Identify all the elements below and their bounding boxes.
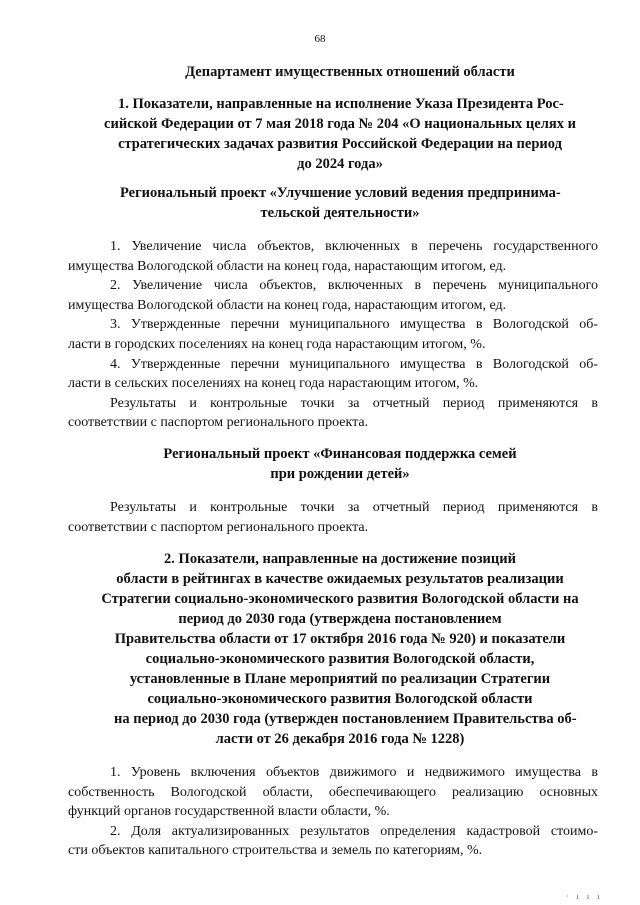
body-line: 4. Утвержденные перечни муниципального имущества в Вологодской об- [110,357,598,372]
body-line: 2. Увеличение числа объектов, включенных в перечень муниципального [110,278,598,293]
body-line: Результаты и контрольные точки за отчетный период применяются в [110,500,598,515]
body-line: ласти в сельских поселениях на конец года нарастающим итогом, %. [68,376,479,391]
body-line: функций органов государственной власти области, %. [68,804,390,819]
section2-heading-line: социально-экономического развития Вологодской области, [145,651,535,667]
department-title: Департамент имущественных отношений области [185,64,515,80]
project2-title-line: при рождении детей» [270,466,410,482]
body-line: соответствии с паспортом регионального проекта. [68,520,369,535]
section1-heading-line: стратегических задачах развития Российской Федерации на период [118,136,562,152]
section2-heading-line: период до 2030 года (утверждена постановлением [178,611,502,627]
section2-heading-line: на период до 2030 года (утвержден постановлением Правительства об- [114,711,577,727]
section1-heading-line: сийской Федерации от 7 мая 2018 года № 204 «О национальных целях и [104,116,576,132]
section1-heading-line: до 2024 года» [297,156,383,172]
body-line: Результаты и контрольные точки за отчетный период применяются в [110,396,598,411]
footer-mark: · ı ı ı [566,892,603,901]
section2-heading-line: ласти от 26 декабря 2016 года № 1228) [215,731,465,747]
body-line: ласти в городских поселениях на конец года нарастающим итогом, %. [68,337,486,352]
project1-title-line: тельской деятельности» [260,205,420,221]
body-line: собственность Вологодской области, обеспечивающего реализацию основных [68,785,598,800]
project1-title-line: Региональный проект «Улучшение условий ведения предпринима- [120,185,561,201]
section1-heading-line: 1. Показатели, направленные на исполнение Указа Президента Рос- [118,96,564,112]
body-line: 2. Доля актуализированных результатов определения кадастровой стоимо- [110,824,598,839]
body-line: 3. Утвержденные перечни муниципального имущества в Вологодской об- [110,317,598,332]
body-line: имущества Вологодской области на конец года, нарастающим итогом, ед. [68,298,507,313]
body-line: соответствии с паспортом регионального проекта. [68,415,369,430]
section2-heading-line: 2. Показатели, направленные на достижение позиций [164,551,516,567]
section2-heading-line: установленные в Плане мероприятий по реализации Стратегии [129,671,551,687]
body-line: 1. Уровень включения объектов движимого и недвижимого имущества в [110,765,598,780]
project2-title-line: Региональный проект «Финансовая поддержка семей [163,446,517,462]
body-line: сти объектов капитального строительства и земель по категориям, %. [68,843,483,858]
body-line: имущества Вологодской области на конец года, нарастающим итогом, ед. [68,259,507,274]
section2-heading-line: Правительства области от 17 октября 2016 года № 920) и показатели [114,631,566,647]
section2-heading-line: социально-экономического развития Вологодской области [147,691,533,707]
page-number: 68 [314,33,326,45]
section2-heading-line: области в рейтингах в качестве ожидаемых результатов реализации [116,571,564,587]
body-line: 1. Увеличение числа объектов, включенных в перечень государственного [110,239,598,254]
section2-heading-line: Стратегии социально-экономического развития Вологодской области на [101,591,579,607]
